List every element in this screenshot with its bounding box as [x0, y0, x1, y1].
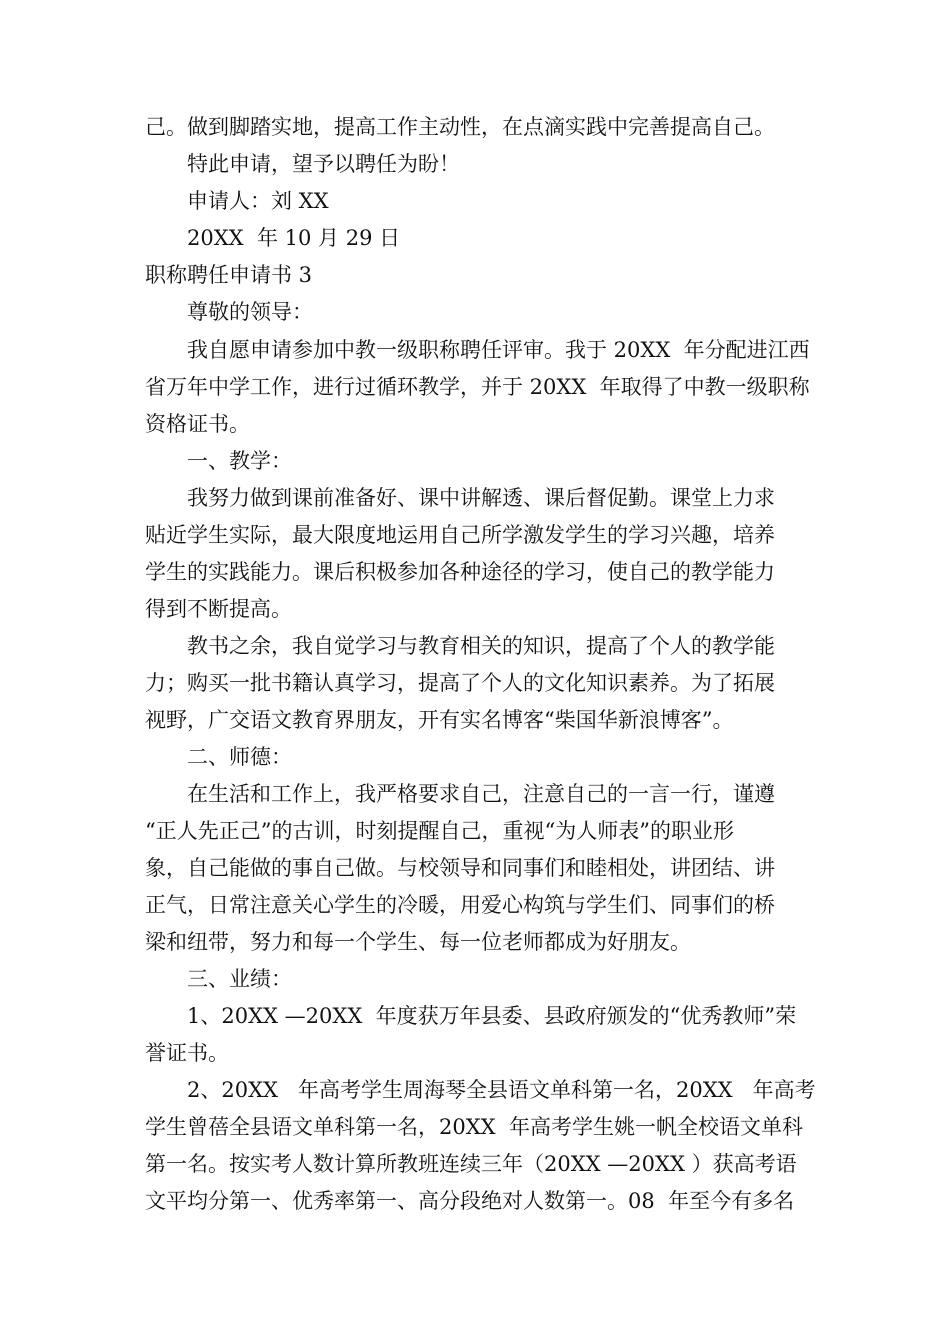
paragraph-line: 梁和纽带，努力和每一个学生、每一位老师都成为好朋友。 — [145, 930, 691, 954]
list-item-line: 誉证书。 — [145, 1041, 229, 1065]
paragraph-line: 己。做到脚踏实地，提高工作主动性，在点滴实践中完善提高自己。 — [145, 115, 775, 139]
paragraph-line: 资格证书。 — [145, 412, 250, 436]
list-item-line: 文平均分第一、优秀率第一、高分段绝对人数第一。08 年至今有多名 — [145, 1189, 795, 1213]
paragraph-line: 省万年中学工作，进行过循环教学，并于 20XX 年取得了中教一级职称 — [145, 375, 810, 399]
paragraph-line: 象，自己能做的事自己做。与校领导和同事们和睦相处，讲团结、讲 — [145, 856, 775, 880]
subheading-ethics: 二、师德： — [187, 745, 292, 769]
date-line: 20XX 年 10 月 29 日 — [187, 226, 401, 250]
applicant-line: 申请人：刘 XX — [187, 189, 329, 213]
section-title: 职称聘任申请书 3 — [145, 263, 313, 287]
paragraph-line: 在生活和工作上，我严格要求自己，注意自己的一言一行，谨遵 — [187, 782, 775, 806]
paragraph-line: 力；购买一批书籍认真学习，提高了个人的文化知识素养。为了拓展 — [145, 671, 775, 695]
paragraph-line: 我自愿申请参加中教一级职称聘任评审。我于 20XX 年分配进江西 — [187, 338, 810, 362]
paragraph-line: 我努力做到课前准备好、课中讲解透、课后督促勤。课堂上力求 — [187, 486, 775, 510]
salutation-line: 尊敬的领导： — [187, 300, 313, 324]
subheading-teaching: 一、教学： — [187, 449, 292, 473]
paragraph-line: 视野，广交语文教育界朋友，开有实名博客“柴国华新浪博客”。 — [145, 708, 734, 732]
paragraph-line: 教书之余，我自觉学习与教育相关的知识，提高了个人的教学能 — [187, 634, 775, 658]
closing-request-line: 特此申请，望予以聘任为盼！ — [187, 152, 460, 176]
list-item-line: 学生曾蓓全县语文单科第一名，20XX 年高考学生姚一帆全校语文单科 — [145, 1115, 803, 1139]
subheading-achievements: 三、业绩： — [187, 967, 292, 991]
list-item-line: 2、20XX 年高考学生周海琴全县语文单科第一名，20XX 年高考 — [187, 1078, 816, 1102]
paragraph-line: 得到不断提高。 — [145, 597, 292, 621]
list-item-line: 1、20XX —20XX 年度获万年县委、县政府颁发的“优秀教师”荣 — [187, 1004, 797, 1028]
paragraph-line: 学生的实践能力。课后积极参加各种途径的学习，使自己的教学能力 — [145, 560, 775, 584]
paragraph-line: “正人先正己”的古训，时刻提醒自己，重视“为人师表”的职业形 — [145, 819, 734, 843]
list-item-line: 第一名。按实考人数计算所教班连续三年（20XX —20XX ）获高考语 — [145, 1152, 797, 1176]
paragraph-line: 正气，日常注意关心学生的冷暖，用爱心构筑与学生们、同事们的桥 — [145, 893, 775, 917]
paragraph-line: 贴近学生实际，最大限度地运用自己所学激发学生的学习兴趣，培养 — [145, 523, 775, 547]
